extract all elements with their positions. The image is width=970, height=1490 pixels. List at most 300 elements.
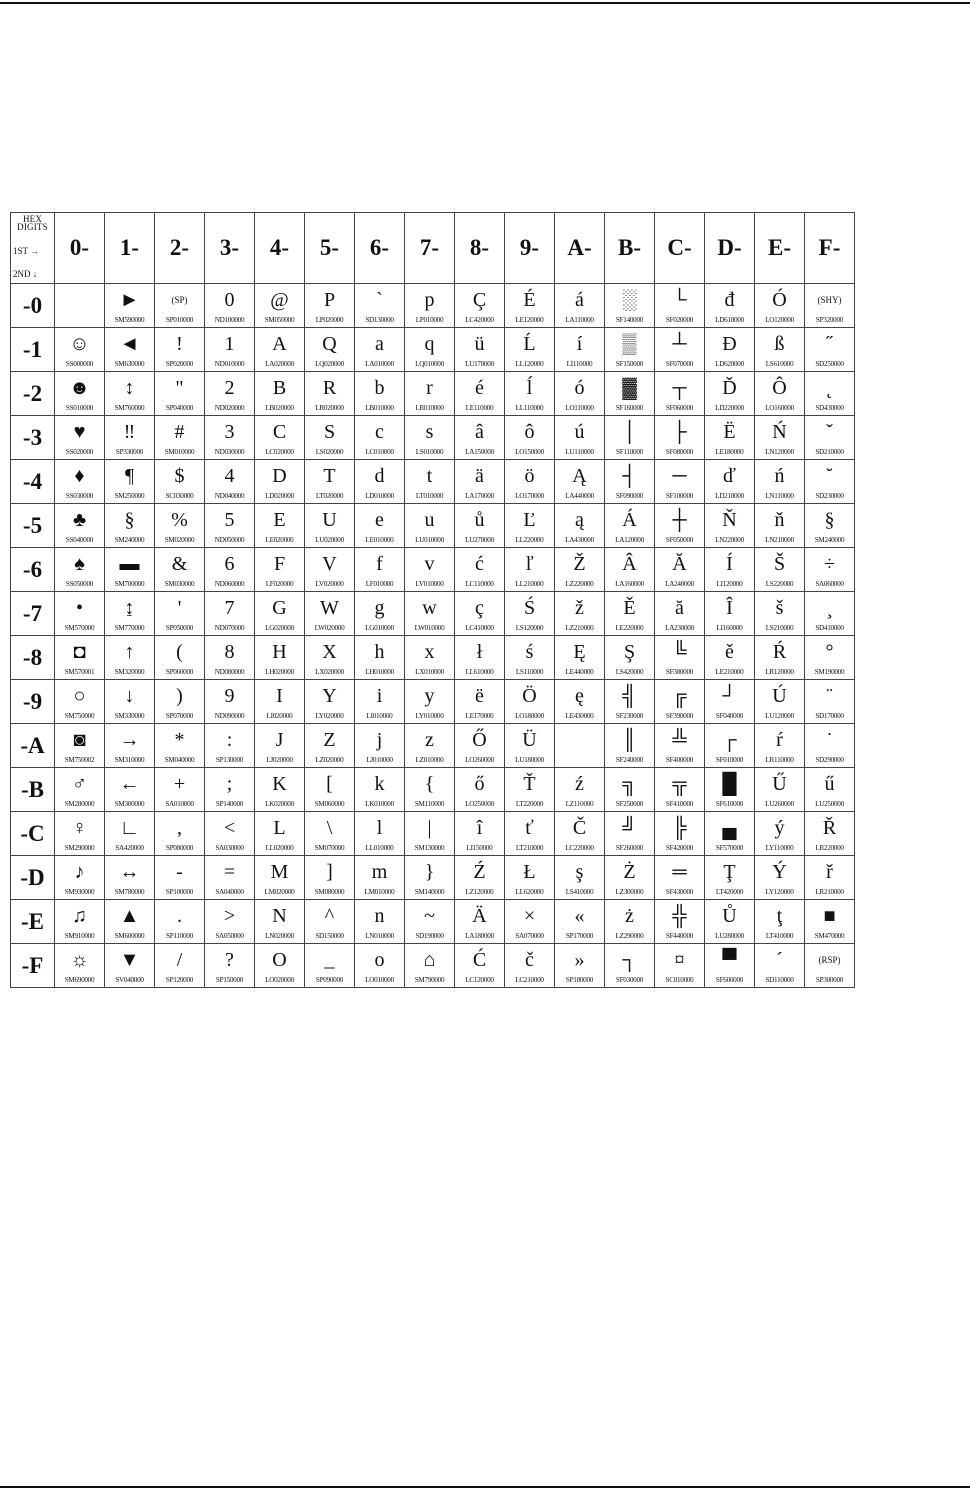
row-header: -7 (11, 592, 55, 636)
gcgid-label: LR120000 (765, 668, 794, 676)
character-cell (255, 460, 305, 504)
character-glyph: × (523, 905, 536, 927)
gcgid-label: SF150000 (615, 360, 644, 368)
character-cell (455, 592, 505, 636)
character-cell (605, 680, 655, 724)
character-cell (705, 416, 755, 460)
gcgid-label: SM770000 (114, 624, 145, 632)
character-glyph: o (374, 949, 385, 971)
character-cell (155, 416, 205, 460)
character-cell (755, 328, 805, 372)
gcgid-label: SF100000 (665, 492, 694, 500)
character-cell (755, 900, 805, 944)
gcgid-label: SS030000 (65, 492, 94, 500)
gcgid-label: ND020000 (214, 404, 245, 412)
character-cell (755, 768, 805, 812)
character-cell (455, 372, 505, 416)
character-cell (105, 812, 155, 856)
character-cell (555, 504, 605, 548)
column-header: 7- (405, 213, 455, 284)
gcgid-label: LU010000 (415, 536, 444, 544)
character-glyph: Ý (772, 861, 787, 883)
character-glyph: C (272, 421, 287, 443)
gcgid-label: SM280000 (64, 800, 95, 808)
gcgid-label: LL010000 (365, 844, 394, 852)
character-glyph: ł (476, 641, 483, 663)
gcgid-label: SM760000 (114, 404, 145, 412)
gcgid-label: LU020000 (315, 536, 344, 544)
gcgid-label: LR010000 (415, 404, 444, 412)
character-cell (455, 636, 505, 680)
column-header-row (11, 213, 855, 284)
gcgid-label: LR020000 (315, 404, 344, 412)
heart-icon: ♥ (73, 421, 86, 443)
character-cell (705, 680, 755, 724)
row-header: -1 (11, 328, 55, 372)
character-glyph: Y (322, 685, 337, 707)
character-cell (605, 504, 655, 548)
gcgid-label: SD190000 (415, 932, 444, 940)
gcgid-label: LP010000 (415, 316, 444, 324)
character-cell (205, 944, 255, 988)
box-vertical-icon: │ (622, 421, 637, 443)
character-cell (805, 504, 855, 548)
character-glyph: ~ (424, 905, 435, 927)
gcgid-label: LE010000 (365, 536, 394, 544)
upper-half-block-icon: ▀ (722, 949, 737, 971)
gcgid-label: SP170000 (565, 932, 594, 940)
character-cell (555, 680, 605, 724)
column-header: 9- (505, 213, 555, 284)
gcgid-label: SA050000 (215, 932, 244, 940)
gcgid-label: LC120000 (465, 976, 494, 984)
gcgid-label: LI010000 (366, 712, 393, 720)
gcgid-label: LY010000 (415, 712, 444, 720)
gcgid-label: LN120000 (765, 448, 794, 456)
character-cell (655, 724, 705, 768)
table-row (11, 944, 855, 988)
gcgid-label: LB020000 (265, 404, 294, 412)
character-glyph: ° (825, 641, 834, 663)
character-glyph: / (176, 949, 183, 971)
character-glyph: ˘ (826, 465, 833, 487)
character-cell (605, 944, 655, 988)
character-glyph: Ţ (723, 861, 736, 883)
full-block-icon: █ (722, 773, 737, 795)
gcgid-label: LT220000 (515, 800, 544, 808)
gcgid-label: LC110000 (465, 580, 494, 588)
character-glyph: Ń (772, 421, 787, 443)
character-cell (55, 680, 105, 724)
hex-label-line2: DIGITS (17, 222, 48, 232)
character-cell (505, 636, 555, 680)
character-glyph: Ő (472, 729, 487, 751)
character-glyph: Í (726, 553, 733, 575)
character-cell (655, 680, 705, 724)
character-cell (55, 900, 105, 944)
gcgid-label: SM570000 (64, 624, 95, 632)
character-cell (355, 284, 405, 328)
character-cell (655, 548, 705, 592)
character-glyph: P (323, 289, 336, 311)
character-glyph: • (75, 597, 83, 619)
character-glyph: v (424, 553, 435, 575)
character-glyph: * (174, 729, 185, 751)
gcgid-label: LT420000 (715, 888, 744, 896)
row-header: -A (11, 724, 55, 768)
gcgid-label: LG020000 (265, 624, 294, 632)
top-rule (0, 2, 970, 4)
character-glyph: Q (322, 333, 337, 355)
character-cell (355, 900, 405, 944)
character-glyph: ő (474, 773, 485, 795)
gcgid-label: LE180000 (715, 448, 744, 456)
character-glyph: Ű (772, 773, 787, 795)
character-cell (405, 856, 455, 900)
bottom-rule (0, 1486, 970, 1488)
character-cell (605, 768, 655, 812)
character-cell (255, 680, 305, 724)
column-header: 6- (355, 213, 405, 284)
character-cell (505, 592, 555, 636)
character-glyph: , (177, 817, 182, 839)
character-glyph: < (223, 817, 236, 839)
character-glyph: ^ (324, 905, 335, 927)
box-double-corner-icon: ╗ (622, 773, 637, 795)
character-cell (405, 284, 455, 328)
box-double-corner-icon: ╝ (622, 817, 637, 839)
gcgid-label: SF610000 (715, 800, 744, 808)
character-cell (305, 680, 355, 724)
character-glyph: x (424, 641, 435, 663)
gcgid-label: SP050000 (165, 624, 194, 632)
gcgid-label: LP020000 (315, 316, 344, 324)
character-glyph: Ŕ (772, 641, 787, 663)
character-cell (655, 416, 705, 460)
character-cell (405, 592, 455, 636)
box-corner-icon: ┌ (722, 729, 737, 751)
box-corner-icon: ┘ (722, 685, 737, 707)
character-cell (605, 812, 655, 856)
gcgid-label: SA070000 (515, 932, 544, 940)
row-header: -D (11, 856, 55, 900)
character-cell (455, 856, 505, 900)
gcgid-label: SM240000 (114, 536, 145, 544)
character-cell (705, 944, 755, 988)
gcgid-label: SF140000 (615, 316, 644, 324)
character-glyph: (SP) (171, 295, 188, 305)
character-glyph: ĺ (526, 377, 533, 399)
character-glyph: l (376, 817, 383, 839)
character-glyph: N (272, 905, 287, 927)
character-glyph: Ř (822, 817, 837, 839)
character-glyph: 3 (224, 421, 235, 443)
gcgid-label: LH010000 (365, 668, 394, 676)
column-header: 0- (55, 213, 105, 284)
gcgid-label: SF600000 (715, 976, 744, 984)
character-cell (805, 856, 855, 900)
character-glyph: Ď (722, 377, 737, 399)
gcgid-label: LS010000 (415, 448, 444, 456)
gcgid-label: LA440000 (565, 492, 594, 500)
character-glyph: ◄ (119, 333, 140, 355)
character-cell (405, 944, 455, 988)
character-cell (455, 680, 505, 724)
character-cell (355, 724, 405, 768)
box-tee-left-icon: ┤ (622, 465, 637, 487)
character-cell (555, 812, 605, 856)
character-glyph: ç (475, 597, 484, 619)
character-glyph: h (374, 641, 385, 663)
gcgid-label: SP150000 (215, 976, 244, 984)
gcgid-label: LD210000 (715, 492, 744, 500)
character-glyph: ž (575, 597, 584, 619)
gcgid-label: SC010000 (665, 976, 694, 984)
gcgid-label: LD020000 (265, 492, 294, 500)
character-cell (505, 460, 555, 504)
character-cell (405, 504, 455, 548)
character-glyph: Ó (772, 289, 787, 311)
character-cell (605, 328, 655, 372)
character-glyph: r (426, 377, 433, 399)
character-cell (705, 900, 755, 944)
table-row (11, 284, 855, 328)
spade-icon: ♠ (74, 553, 85, 575)
character-glyph: . (177, 905, 182, 927)
gcgid-label: SM250000 (114, 492, 145, 500)
character-glyph: Ë (723, 421, 736, 443)
character-cell (105, 548, 155, 592)
gcgid-label: SD130000 (365, 316, 394, 324)
column-header: 1- (105, 213, 155, 284)
character-cell (355, 548, 405, 592)
gcgid-label: SM310000 (114, 756, 145, 764)
gcgid-label: LE220000 (615, 624, 644, 632)
character-glyph: ¤ (674, 949, 685, 971)
character-cell (405, 680, 455, 724)
character-cell (355, 592, 405, 636)
character-cell (605, 900, 655, 944)
gcgid-label: LG010000 (365, 624, 394, 632)
gcgid-label: SP130000 (215, 756, 244, 764)
character-cell (705, 856, 755, 900)
character-glyph: F (273, 553, 286, 575)
character-glyph: } (424, 861, 435, 883)
box-double-tee-right-icon: ╠ (672, 817, 687, 839)
character-glyph: ú (574, 421, 585, 443)
gcgid-label: SF070000 (665, 360, 694, 368)
character-glyph: â (475, 421, 484, 443)
character-glyph: ś (525, 641, 534, 663)
gcgid-label: LM010000 (364, 888, 395, 896)
gcgid-label: ND100000 (214, 316, 245, 324)
character-cell (105, 416, 155, 460)
character-cell (655, 768, 705, 812)
gcgid-label: SS050000 (65, 580, 94, 588)
character-cell (305, 856, 355, 900)
gcgid-label: SD230000 (815, 492, 844, 500)
table-row (11, 636, 855, 680)
gcgid-label: LI110000 (566, 360, 593, 368)
character-cell (155, 680, 205, 724)
character-glyph: í (576, 333, 583, 355)
character-glyph: ¨ (826, 685, 833, 707)
character-cell (755, 812, 805, 856)
gcgid-label: SS040000 (65, 536, 94, 544)
gcgid-label: SM600000 (114, 932, 145, 940)
character-glyph: - (176, 861, 183, 883)
character-glyph: Š (773, 553, 786, 575)
character-cell (305, 284, 355, 328)
gcgid-label: ND030000 (214, 448, 245, 456)
character-glyph: m (371, 861, 388, 883)
gcgid-label: LX020000 (315, 668, 344, 676)
character-cell (805, 548, 855, 592)
gcgid-label: SF400000 (665, 756, 694, 764)
gcgid-label: LO160000 (765, 404, 794, 412)
character-glyph: § (824, 509, 835, 531)
character-cell (355, 504, 405, 548)
box-horizontal-icon: ─ (672, 465, 687, 487)
gcgid-label: LZ290000 (615, 932, 644, 940)
character-glyph: Ů (722, 905, 737, 927)
gcgid-label: LZ010000 (415, 756, 444, 764)
character-glyph: ► (119, 289, 140, 311)
character-glyph: Ć (472, 949, 487, 971)
character-cell (605, 284, 655, 328)
character-cell (455, 416, 505, 460)
gcgid-label: LF010000 (365, 580, 394, 588)
gcgid-label: SM110000 (414, 800, 445, 808)
character-cell (205, 460, 255, 504)
gcgid-label: SM780000 (114, 888, 145, 896)
gcgid-label: ND090000 (214, 712, 245, 720)
character-cell (505, 504, 555, 548)
box-double-corner-icon: ╚ (672, 641, 687, 663)
gcgid-label: LL210000 (515, 580, 544, 588)
character-glyph: H (272, 641, 287, 663)
character-cell (505, 680, 555, 724)
character-cell (705, 284, 755, 328)
character-glyph: a (375, 333, 384, 355)
gcgid-label: SA030000 (215, 844, 244, 852)
gcgid-label: LT410000 (765, 932, 794, 940)
character-cell (705, 504, 755, 548)
gcgid-label: SD290000 (815, 756, 844, 764)
character-glyph: B (272, 377, 287, 399)
gcgid-label: LU170000 (465, 360, 494, 368)
character-cell (105, 504, 155, 548)
character-cell (405, 636, 455, 680)
character-glyph: « (574, 905, 585, 927)
character-cell (705, 636, 755, 680)
gcgid-label: LE020000 (265, 536, 294, 544)
gcgid-label: SM750002 (64, 756, 95, 764)
gcgid-label: SM690000 (64, 976, 95, 984)
gcgid-label: SM040000 (164, 756, 195, 764)
character-cell (405, 548, 455, 592)
character-glyph: i (376, 685, 383, 707)
character-glyph: ` (376, 289, 383, 311)
character-glyph: { (424, 773, 435, 795)
character-cell (555, 724, 605, 768)
character-cell (405, 724, 455, 768)
character-cell (705, 548, 755, 592)
gcgid-label: SM320000 (114, 668, 145, 676)
character-glyph: : (226, 729, 233, 751)
gcgid-label: LS110000 (515, 668, 544, 676)
character-cell (305, 944, 355, 988)
character-cell (155, 944, 205, 988)
gcgid-label: LS120000 (515, 624, 544, 632)
gcgid-label: SA060000 (815, 580, 844, 588)
gcgid-label: LU110000 (565, 448, 594, 456)
gcgid-label: LO260000 (465, 756, 494, 764)
table-row (11, 372, 855, 416)
hex-label (11, 215, 54, 231)
character-cell (205, 768, 255, 812)
row-header: -E (11, 900, 55, 944)
gcgid-label: LU250000 (815, 800, 844, 808)
gcgid-label: SM080000 (314, 888, 345, 896)
character-glyph: Ş (623, 641, 636, 663)
character-cell (605, 856, 655, 900)
gcgid-label: LC020000 (265, 448, 294, 456)
character-cell (405, 416, 455, 460)
box-double-tee-left-icon: ╣ (622, 685, 637, 707)
character-glyph: u (424, 509, 435, 531)
gcgid-label: LA230000 (665, 624, 694, 632)
character-cell (505, 372, 555, 416)
character-glyph: G (272, 597, 287, 619)
character-glyph: k (374, 773, 385, 795)
character-glyph: ă (675, 597, 684, 619)
row-header: -4 (11, 460, 55, 504)
character-cell (355, 416, 405, 460)
character-cell (655, 944, 705, 988)
gcgid-label: LS210000 (765, 624, 794, 632)
character-glyph: Ô (772, 377, 787, 399)
character-glyph: @ (270, 289, 289, 311)
hex-label-line1: HEX (22, 214, 43, 224)
character-glyph: 2 (224, 377, 235, 399)
character-cell (205, 900, 255, 944)
character-cell (155, 856, 205, 900)
character-cell (255, 724, 305, 768)
gcgid-label: LU120000 (765, 712, 794, 720)
character-cell (305, 504, 355, 548)
character-cell (705, 328, 755, 372)
gcgid-label: SP180000 (565, 976, 594, 984)
table-row (11, 900, 855, 944)
character-cell (705, 768, 755, 812)
character-cell (705, 460, 755, 504)
gcgid-label: SF160000 (615, 404, 644, 412)
gcgid-label: LZ220000 (565, 580, 594, 588)
character-glyph: S (323, 421, 336, 443)
character-cell (305, 460, 355, 504)
character-glyph: Ę (573, 641, 586, 663)
character-glyph: ■ (823, 905, 836, 927)
character-cell (755, 284, 805, 328)
character-glyph: \ (326, 817, 333, 839)
gcgid-label: LC210000 (515, 976, 544, 984)
character-glyph: (RSP) (818, 955, 841, 965)
gcgid-label: LQ020000 (315, 360, 344, 368)
character-glyph: ť (525, 817, 534, 839)
gcgid-label: SF430000 (665, 888, 694, 896)
gcgid-label: SM290000 (64, 844, 95, 852)
